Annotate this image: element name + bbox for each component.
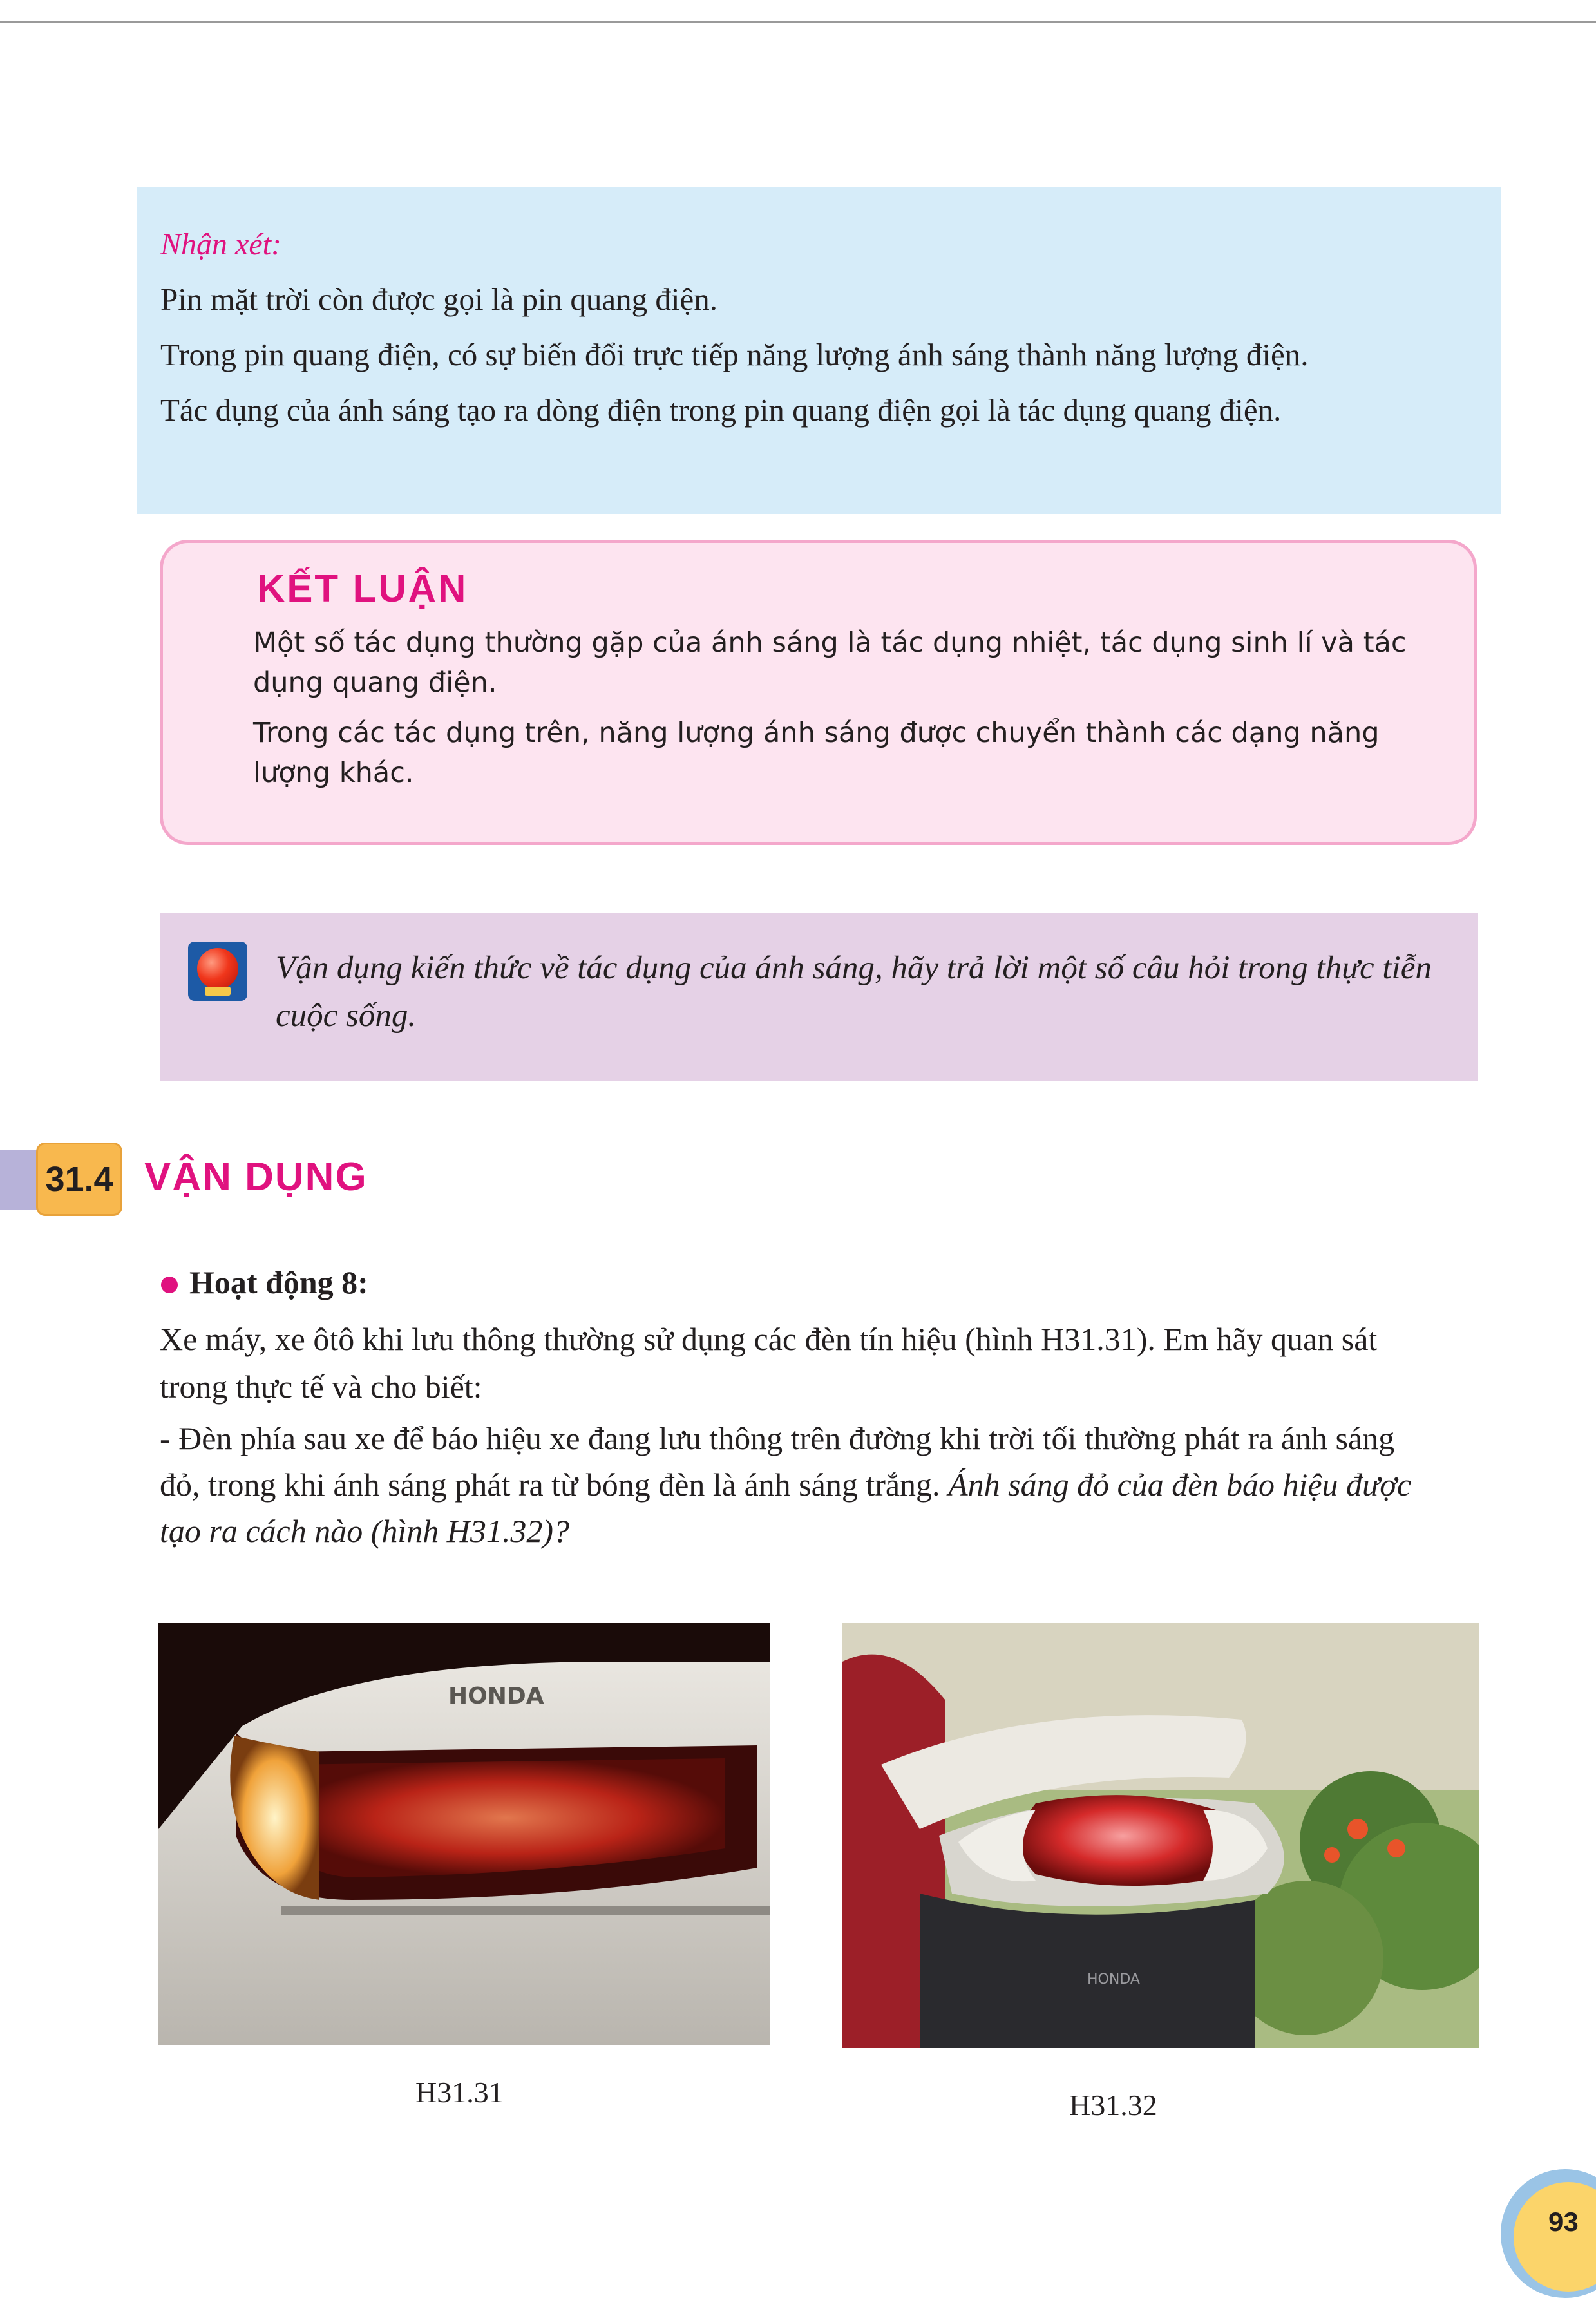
- activity-title: Hoạt động 8:: [189, 1264, 368, 1300]
- section-title: VẬN DỤNG: [144, 1155, 368, 1199]
- honda-logo: HONDA: [1087, 1971, 1140, 1988]
- remark-line: Pin mặt trời còn được gọi là pin quang điện.: [160, 281, 717, 317]
- conclusion-line: dụng quang điện.: [253, 667, 497, 699]
- remark-line: Tác dụng của ánh sáng tạo ra dòng điện trong pin quang điện gọi là tác dụng quang điện.: [160, 392, 1282, 428]
- figure-h31-31-caption: H31.31: [415, 2076, 504, 2109]
- activity-italic-question: Ánh sáng đỏ của đèn báo hiệu được: [948, 1467, 1412, 1503]
- activity-line: tạo ra cách nào (hình H31.32)?: [160, 1513, 570, 1549]
- remark-title: Nhận xét:: [160, 227, 281, 261]
- section-number-badge: 31.4: [36, 1143, 122, 1216]
- honda-logo: HONDA: [448, 1683, 544, 1709]
- conclusion-box: [160, 540, 1477, 845]
- application-prompt-line: Vận dụng kiến thức về tác dụng của ánh sáng, hãy trả lời một số câu hỏi trong thực tiễn: [276, 950, 1432, 986]
- remark-line: Trong pin quang điện, có sự biến đổi trực tiếp năng lượng ánh sáng thành năng lượng điện.: [160, 337, 1309, 372]
- figure-h31-32-caption: H31.32: [1069, 2089, 1157, 2122]
- conclusion-line: Một số tác dụng thường gặp của ánh sáng là tác dụng nhiệt, tác dụng sinh lí và tác: [253, 627, 1407, 659]
- activity-line: - Đèn phía sau xe để báo hiệu xe đang lưu thông trên đường khi trời tối thường phát ra ánh sáng: [160, 1420, 1395, 1456]
- activity-line: trong thực tế và cho biết:: [160, 1369, 482, 1405]
- top-rule: [0, 21, 1596, 23]
- application-prompt-box: [160, 913, 1478, 1081]
- page-number: 93: [1548, 2207, 1579, 2237]
- conclusion-line: lượng khác.: [253, 757, 414, 789]
- section-side-bar: [0, 1150, 39, 1210]
- conclusion-title: KẾT LUẬN: [257, 567, 468, 610]
- figure-h31-31-photo: [158, 1623, 770, 2045]
- application-prompt-line: cuộc sống.: [276, 998, 417, 1034]
- activity-line: Xe máy, xe ôtô khi lưu thông thường sử dụng các đèn tín hiệu (hình H31.31). Em hãy quan sát: [160, 1321, 1378, 1357]
- figure-h31-32-photo: [842, 1623, 1479, 2048]
- conclusion-line: Trong các tác dụng trên, năng lượng ánh sáng được chuyển thành các dạng năng: [253, 717, 1380, 749]
- bullet-icon: [161, 1277, 178, 1293]
- activity-line: đỏ, trong khi ánh sáng phát ra từ bóng đèn là ánh sáng trắng. Ánh sáng đỏ của đèn báo hiệu được: [160, 1467, 1412, 1503]
- alarm-light-icon: [188, 942, 247, 1001]
- remark-box: [137, 187, 1501, 514]
